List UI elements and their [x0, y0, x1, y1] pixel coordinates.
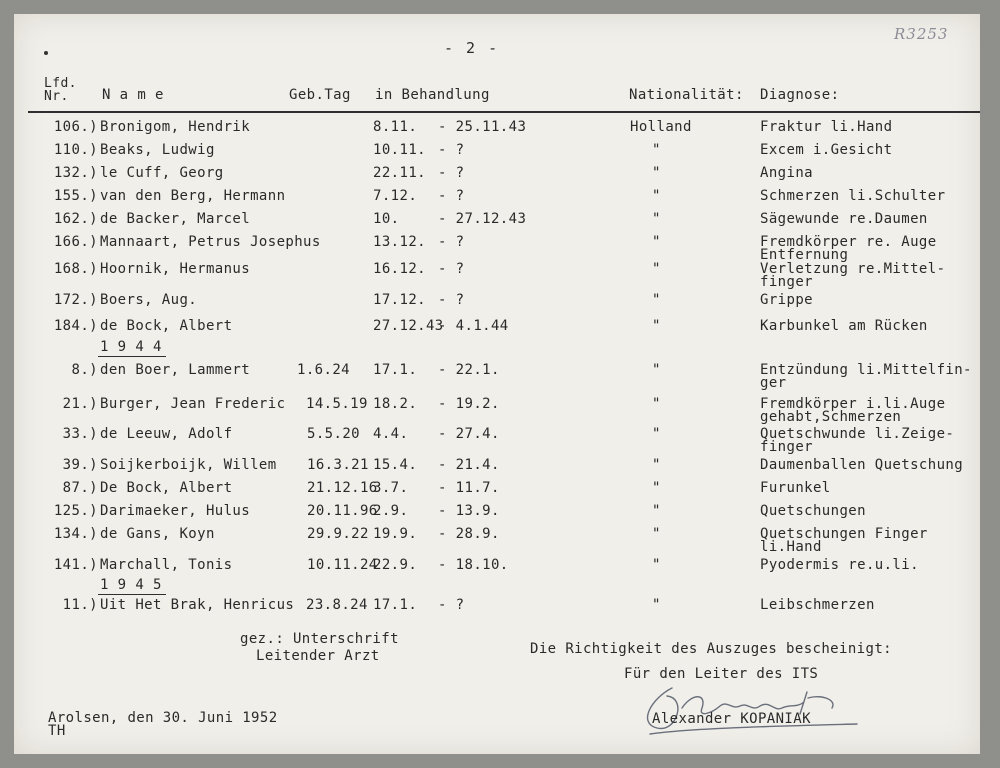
nationality: " — [652, 234, 661, 250]
patient-name: Marchall, Tonis — [100, 557, 233, 573]
nationality: " — [652, 142, 661, 158]
patient-name: Hoornik, Hermanus — [100, 261, 251, 277]
nationality: " — [652, 188, 661, 204]
nationality: " — [652, 292, 661, 308]
treatment-start: 27.12.43 — [373, 318, 444, 334]
diagnosis-line: Fremdkörper re. Auge — [760, 234, 937, 250]
row-number: 125.) — [53, 503, 98, 519]
nationality: " — [652, 457, 661, 473]
patient-name: Mannaart, Petrus Josephus — [100, 234, 321, 250]
row-number: 87.) — [62, 480, 98, 496]
diagnosis-line: Excem i.Gesicht — [760, 142, 893, 158]
treatment-end: - ? — [438, 234, 465, 250]
typist-initials: TH — [48, 723, 66, 739]
birth-date: 20.11.96 — [307, 503, 378, 519]
diagnosis-line: gehabt,Schmerzen — [760, 409, 902, 425]
diagnosis-line: Quetschwunde li.Zeige- — [760, 426, 955, 442]
row-number: 8.) — [71, 362, 98, 378]
diagnosis-line: finger — [760, 439, 813, 455]
patient-name: Boers, Aug. — [100, 292, 198, 308]
nationality: " — [652, 318, 661, 334]
patient-name: den Boer, Lammert — [100, 362, 251, 378]
birth-date: 10.11.24 — [307, 557, 378, 573]
treatment-end: - 4.1.44 — [438, 318, 509, 334]
treatment-end: - 21.4. — [438, 457, 500, 473]
nationality: " — [652, 362, 661, 378]
header-lfd-nr — [44, 77, 77, 103]
row-number: 11.) — [62, 597, 98, 613]
certification-text: Die Richtigkeit des Auszuges bescheinigt: — [530, 641, 892, 657]
nationality: " — [652, 211, 661, 227]
nationality: Holland — [630, 119, 692, 135]
treatment-start: 3.7. — [373, 480, 409, 496]
birth-date: 5.5.20 — [307, 426, 360, 442]
row-number: 21.) — [62, 396, 98, 412]
treatment-start: 13.12. — [373, 234, 426, 250]
header-lfd-label: Lfd. — [44, 76, 77, 91]
treatment-end: - 25.11.43 — [438, 119, 527, 135]
birth-date: 21.12.16 — [307, 480, 378, 496]
treatment-end: - ? — [438, 292, 465, 308]
patient-name: de Gans, Koyn — [100, 526, 215, 542]
treatment-start: 10.11. — [373, 142, 426, 158]
row-number: 166.) — [53, 234, 98, 250]
signature-note-line1: gez.: Unterschrift — [240, 631, 399, 647]
patient-name: van den Berg, Hermann — [100, 188, 286, 204]
diagnosis-line: Angina — [760, 165, 813, 181]
row-number: 33.) — [62, 426, 98, 442]
header-treatment: in Behandlung — [375, 87, 490, 103]
patient-name: De Bock, Albert — [100, 480, 233, 496]
patient-name: Soijkerboijk, Willem — [100, 457, 277, 473]
handwritten-signature — [632, 678, 862, 738]
diagnosis-line: Fremdkörper i.li.Auge — [760, 396, 946, 412]
place-and-date: Arolsen, den 30. Juni 1952 — [48, 710, 278, 726]
patient-name: Beaks, Ludwig — [100, 142, 215, 158]
row-number: 155.) — [53, 188, 98, 204]
nationality: " — [652, 426, 661, 442]
patient-name: le Cuff, Georg — [100, 165, 224, 181]
nationality: " — [652, 261, 661, 277]
patient-name: Uit Het Brak, Henricus — [100, 597, 295, 613]
birth-date: 29.9.22 — [307, 526, 369, 542]
diagnosis-line: Quetschungen Finger — [760, 526, 928, 542]
patient-name: Darimaeker, Hulus — [100, 503, 251, 519]
row-number: 39.) — [62, 457, 98, 473]
nationality: " — [652, 597, 661, 613]
header-nr-label: Nr. — [44, 89, 69, 104]
patient-name: Bronigom, Hendrik — [100, 119, 251, 135]
treatment-end: - 22.1. — [438, 362, 500, 378]
nationality: " — [652, 526, 661, 542]
treatment-start: 18.2. — [373, 396, 418, 412]
diagnosis-line: Pyodermis re.u.li. — [760, 557, 919, 573]
diagnosis-line: Sägewunde re.Daumen — [760, 211, 928, 227]
diagnosis-line: Karbunkel am Rücken — [760, 318, 928, 334]
treatment-end: - 18.10. — [438, 557, 509, 573]
header-diagnosis: Diagnose: — [760, 87, 840, 103]
treatment-start: 17.1. — [373, 597, 418, 613]
treatment-start: 2.9. — [373, 503, 409, 519]
leader-line: Für den Leiter des ITS — [624, 666, 819, 682]
year-underline-1944 — [98, 356, 166, 357]
treatment-end: - 11.7. — [438, 480, 500, 496]
row-number: 184.) — [53, 318, 98, 334]
treatment-start: 16.12. — [373, 261, 426, 277]
treatment-start: 22.11. — [373, 165, 426, 181]
diagnosis-line: Quetschungen — [760, 503, 866, 519]
treatment-start: 10. — [373, 211, 400, 227]
treatment-start: 22.9. — [373, 557, 418, 573]
treatment-start: 8.11. — [373, 119, 418, 135]
treatment-end: - 27.4. — [438, 426, 500, 442]
treatment-end: - ? — [438, 165, 465, 181]
treatment-start: 19.9. — [373, 526, 418, 542]
treatment-start: 17.12. — [373, 292, 426, 308]
row-number: 132.) — [53, 165, 98, 181]
birth-date: 14.5.19 — [306, 396, 368, 412]
diagnosis-line: Fraktur li.Hand — [760, 119, 893, 135]
nationality: " — [652, 165, 661, 181]
patient-name: Burger, Jean Frederic — [100, 396, 286, 412]
treatment-end: - ? — [438, 188, 465, 204]
treatment-end: - 13.9. — [438, 503, 500, 519]
diagnosis-line: Entzündung li.Mittelfin- — [760, 362, 972, 378]
nationality: " — [652, 557, 661, 573]
nationality: " — [652, 503, 661, 519]
header-nationality: Nationalität: — [629, 87, 744, 103]
signer-name: Alexander KOPANIAK — [652, 711, 811, 727]
nationality: " — [652, 396, 661, 412]
year-underline-1945 — [98, 594, 166, 595]
treatment-start: 17.1. — [373, 362, 418, 378]
document-page — [14, 14, 980, 754]
diagnosis-line: Leibschmerzen — [760, 597, 875, 613]
diagnosis-line: Entfernung — [760, 247, 849, 263]
year-label-1944: 1 9 4 4 — [100, 339, 162, 355]
year-label-1945: 1 9 4 5 — [100, 577, 162, 593]
diagnosis-line: Furunkel — [760, 480, 831, 496]
treatment-end: - 28.9. — [438, 526, 500, 542]
diagnosis-line: Grippe — [760, 292, 813, 308]
header-birthdate: Geb.Tag — [289, 87, 351, 103]
birth-date: 23.8.24 — [306, 597, 368, 613]
row-number: 172.) — [53, 292, 98, 308]
diagnosis-line: finger — [760, 274, 813, 290]
row-number: 168.) — [53, 261, 98, 277]
treatment-end: - ? — [438, 261, 465, 277]
diagnosis-line: Schmerzen li.Schulter — [760, 188, 946, 204]
page-number: - 2 - — [444, 39, 500, 57]
header-name: N a m e — [102, 87, 164, 103]
birth-date: 16.3.21 — [307, 457, 369, 473]
diagnosis-line: Daumenballen Quetschung — [760, 457, 964, 473]
diagnosis-line: li.Hand — [760, 539, 822, 555]
treatment-end: - ? — [438, 597, 465, 613]
birth-date: 1.6.24 — [297, 362, 350, 378]
row-number: 162.) — [53, 211, 98, 227]
treatment-start: 7.12. — [373, 188, 418, 204]
nationality: " — [652, 480, 661, 496]
diagnosis-line: Verletzung re.Mittel- — [760, 261, 946, 277]
patient-name: de Leeuw, Adolf — [100, 426, 233, 442]
treatment-end: - 27.12.43 — [438, 211, 527, 227]
treatment-end: - ? — [438, 142, 465, 158]
row-number: 141.) — [53, 557, 98, 573]
signature-note-line2: Leitender Arzt — [256, 648, 380, 664]
row-number: 106.) — [53, 119, 98, 135]
patient-name: de Backer, Marcel — [100, 211, 251, 227]
row-number: 110.) — [53, 142, 98, 158]
treatment-start: 15.4. — [373, 457, 418, 473]
archive-stamp: R3253 — [894, 25, 949, 43]
treatment-end: - 19.2. — [438, 396, 500, 412]
diagnosis-line: ger — [760, 375, 787, 391]
treatment-start: 4.4. — [373, 426, 409, 442]
punch-mark — [44, 51, 48, 55]
header-rule — [28, 111, 980, 113]
row-number: 134.) — [53, 526, 98, 542]
patient-name: de Bock, Albert — [100, 318, 233, 334]
